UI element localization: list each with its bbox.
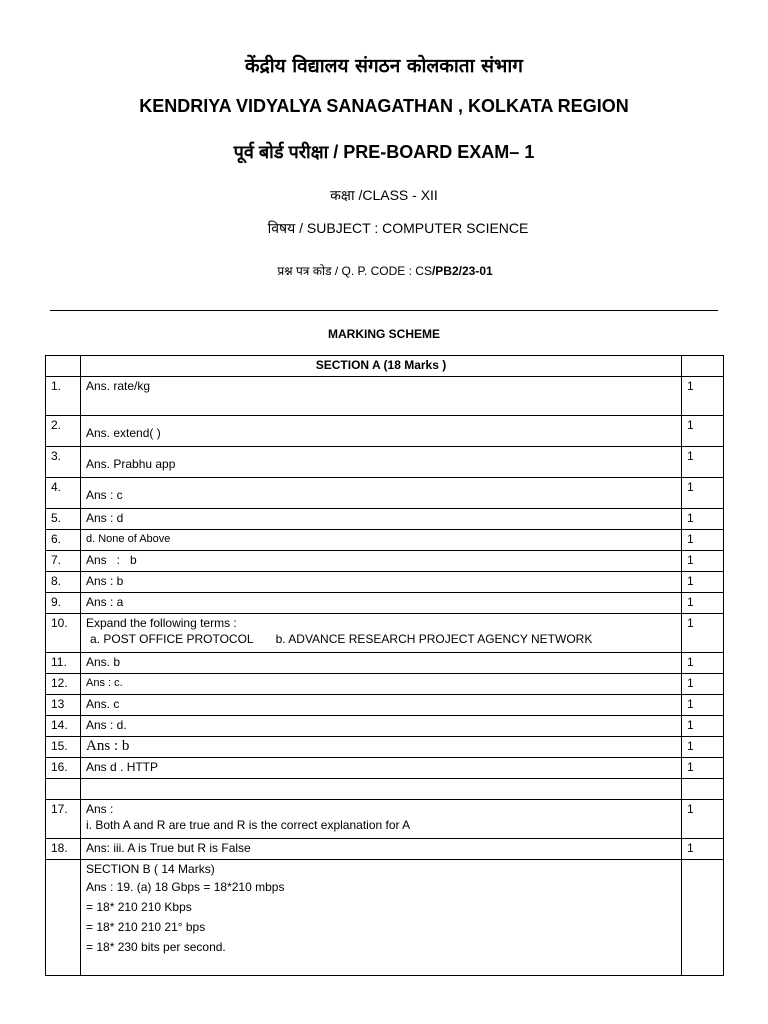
- table-row: [46, 416, 724, 447]
- qp-code-value: /PB2/23-01: [431, 264, 493, 278]
- answer-text: Ans. Prabhu app: [86, 457, 176, 471]
- answer-text: Ans d . HTTP: [81, 758, 682, 779]
- answer-text: Ans. b: [81, 653, 682, 674]
- answer-text: d. None of Above: [81, 530, 682, 551]
- table-row: [46, 509, 724, 530]
- table-row: [46, 478, 724, 509]
- question-number: 8.: [46, 572, 81, 593]
- table-row: [46, 447, 724, 478]
- question-number: 16.: [46, 758, 81, 779]
- question-number: 9.: [46, 593, 81, 614]
- question-number: 17.: [46, 800, 81, 839]
- marks-value: 1: [682, 674, 724, 695]
- table-row: [46, 614, 724, 653]
- table-row: [46, 716, 724, 737]
- answer-text: Ans: iii. A is True but R is False: [81, 839, 682, 860]
- cell-empty: [682, 779, 724, 800]
- table-row: [46, 674, 724, 695]
- answer-text: Ans. c: [81, 695, 682, 716]
- table-row: [46, 737, 724, 758]
- marks-value: 1: [682, 416, 724, 447]
- answer-text: Ans :: [86, 802, 114, 816]
- marks-value: 1: [682, 478, 724, 509]
- table-row: [46, 800, 724, 839]
- question-number: 15.: [46, 737, 81, 758]
- answer-text: Ans. extend( ): [86, 426, 161, 440]
- answer-text: Ans : b: [81, 737, 682, 758]
- question-number: 4.: [46, 478, 81, 509]
- marks-value: 1: [682, 593, 724, 614]
- answer-option-a: a. POST OFFICE PROTOCOL: [90, 632, 254, 646]
- hindi-title: केंद्रीय विद्यालय संगठन कोलकाता संभाग: [245, 55, 523, 77]
- question-number: 18.: [46, 839, 81, 860]
- section-b-cell: [81, 860, 682, 976]
- table-row: [46, 695, 724, 716]
- marking-scheme-title: MARKING SCHEME: [327, 327, 440, 341]
- answer-text: Ans : c.: [81, 674, 682, 695]
- question-number: 10.: [46, 614, 81, 653]
- table-row: [46, 530, 724, 551]
- marks-value: 1: [682, 572, 724, 593]
- table-row: [46, 779, 724, 800]
- class-label: कक्षा /CLASS - XII: [330, 187, 438, 203]
- marks-value: 1: [682, 653, 724, 674]
- answer-text: Expand the following terms :: [86, 616, 237, 630]
- table-row: [46, 758, 724, 779]
- marking-scheme-table: [45, 355, 724, 976]
- marks-value: 1: [682, 737, 724, 758]
- marks-value: 1: [682, 509, 724, 530]
- exam-title: पूर्व बोर्ड परीक्षा / PRE-BOARD EXAM– 1: [233, 142, 535, 162]
- marks-value: 1: [682, 551, 724, 572]
- q19-line: = 18* 210 210 Kbps: [86, 900, 192, 914]
- table-row: [46, 572, 724, 593]
- answer-cell: [81, 416, 682, 447]
- marks-value: 1: [682, 377, 724, 416]
- marks-value: 1: [682, 695, 724, 716]
- marks-value: 1: [682, 758, 724, 779]
- question-number: 2.: [46, 416, 81, 447]
- english-title: KENDRIYA VIDYALYA SANAGATHAN , KOLKATA REGION: [139, 96, 629, 116]
- subject-label: विषय / SUBJECT : COMPUTER SCIENCE: [267, 220, 529, 236]
- table-row: [46, 377, 724, 416]
- question-number: 13: [46, 695, 81, 716]
- answer-text-line2: i. Both A and R are true and R is the correct explanation for A: [86, 818, 411, 832]
- qp-code-label: प्रश्न पत्र कोड / Q. P. CODE : CS: [277, 264, 432, 278]
- cell-empty: [81, 779, 682, 800]
- question-number: 11.: [46, 653, 81, 674]
- answer-text: Ans : d.: [81, 716, 682, 737]
- question-number: 7.: [46, 551, 81, 572]
- marks-value: 1: [682, 800, 724, 839]
- marks-value: 1: [682, 839, 724, 860]
- table-row: [46, 839, 724, 860]
- table-row: [46, 653, 724, 674]
- marks-value: 1: [682, 447, 724, 478]
- q19-line: = 18* 230 bits per second.: [86, 940, 226, 954]
- qp-code: [0, 262, 768, 279]
- marks-value: 1: [682, 614, 724, 653]
- table-row: [46, 860, 724, 976]
- answer-text: Ans : a: [81, 593, 682, 614]
- answer-text: Ans : d: [81, 509, 682, 530]
- answer-text: Ans : c: [86, 488, 123, 502]
- answer-text: Ans : b: [81, 551, 682, 572]
- table-row: [46, 593, 724, 614]
- cell-empty: [46, 779, 81, 800]
- marks-value: 1: [682, 716, 724, 737]
- cell-no: [46, 356, 81, 377]
- divider-line: [50, 310, 718, 311]
- section-b-title: SECTION B ( 14 Marks): [86, 862, 215, 876]
- question-number: 5.: [46, 509, 81, 530]
- table-row: [46, 551, 724, 572]
- question-number: 14.: [46, 716, 81, 737]
- question-number: 6.: [46, 530, 81, 551]
- answer-option-b: b. ADVANCE RESEARCH PROJECT AGENCY NETWORK: [275, 632, 593, 646]
- q19-line: Ans : 19. (a) 18 Gbps = 18*210 mbps: [86, 880, 285, 894]
- answer-cell: [81, 478, 682, 509]
- question-number: 3.: [46, 447, 81, 478]
- q19-line: = 18* 210 210 21° bps: [86, 920, 206, 934]
- cell-marks: [682, 860, 724, 976]
- answer-cell: [81, 800, 682, 839]
- cell-no: [46, 860, 81, 976]
- question-number: 1.: [46, 377, 81, 416]
- section-a-title: SECTION A (18 Marks ): [81, 356, 682, 377]
- table-row: [46, 356, 724, 377]
- marks-value: 1: [682, 530, 724, 551]
- question-number: 12.: [46, 674, 81, 695]
- cell-marks: [682, 356, 724, 377]
- answer-text: Ans : b: [81, 572, 682, 593]
- answer-cell: [81, 614, 682, 653]
- answer-cell: [81, 447, 682, 478]
- answer-text: Ans. rate/kg: [81, 377, 682, 416]
